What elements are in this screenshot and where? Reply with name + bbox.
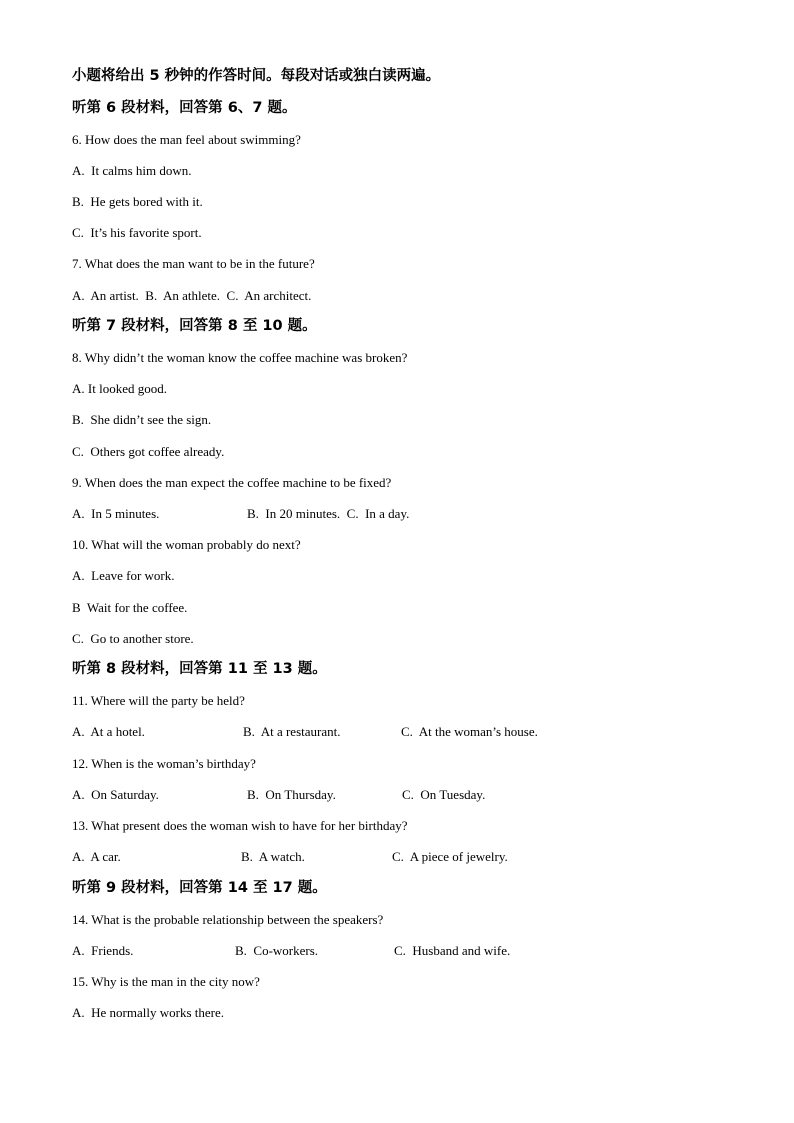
section-heading: 听第 6 段材料，回答第 6、7 题。	[72, 100, 297, 116]
option-11c: C. At the woman’s house.	[401, 724, 538, 739]
options-9bc: B. In 20 minutes. C. In a day.	[247, 506, 410, 521]
section-heading: 听第 7 段材料，回答第 8 至 10 题。	[72, 318, 317, 334]
option-6a: A. It calms him down.	[72, 163, 192, 178]
option-10c: C. Go to another store.	[72, 631, 194, 646]
options-7: A. An artist. B. An athlete. C. An architect.	[72, 288, 312, 303]
option-13a: A. A car.	[72, 849, 121, 864]
intro-line: 小题将给出 5 秒钟的作答时间。每段对话或独白读两遍。	[72, 68, 441, 84]
section-heading: 听第 8 段材料，回答第 11 至 13 题。	[72, 661, 327, 677]
option-14b: B. Co-workers.	[235, 943, 319, 958]
question-13: 13. What present does the woman wish to have for her birthday?	[72, 818, 408, 833]
option-15a: A. He normally works there.	[72, 1005, 224, 1020]
option-8a: A. It looked good.	[72, 381, 167, 396]
option-12a: A. On Saturday.	[72, 787, 159, 802]
option-12c: C. On Tuesday.	[402, 787, 486, 802]
section-heading: 听第 9 段材料，回答第 14 至 17 题。	[72, 880, 327, 896]
option-13b: B. A watch.	[241, 849, 305, 864]
option-8b: B. She didn’t see the sign.	[72, 412, 212, 427]
option-12b: B. On Thursday.	[247, 787, 336, 802]
option-13c: C. A piece of jewelry.	[392, 849, 508, 864]
question-12: 12. When is the woman’s birthday?	[72, 756, 256, 771]
question-11: 11. Where will the party be held?	[72, 693, 245, 708]
question-14: 14. What is the probable relationship between the speakers?	[72, 912, 384, 927]
question-10: 10. What will the woman probably do next?	[72, 537, 301, 552]
option-14a: A. Friends.	[72, 943, 134, 958]
option-6b: B. He gets bored with it.	[72, 194, 203, 209]
option-8c: C. Others got coffee already.	[72, 444, 225, 459]
question-15: 15. Why is the man in the city now?	[72, 974, 260, 989]
option-6c: C. It’s his favorite sport.	[72, 225, 202, 240]
option-10b: B Wait for the coffee.	[72, 600, 188, 615]
question-9: 9. When does the man expect the coffee machine to be fixed?	[72, 475, 392, 490]
question-8: 8. Why didn’t the woman know the coffee machine was broken?	[72, 350, 408, 365]
option-10a: A. Leave for work.	[72, 568, 175, 583]
option-11a: A. At a hotel.	[72, 724, 145, 739]
question-6: 6. How does the man feel about swimming?	[72, 132, 301, 147]
option-14c: C. Husband and wife.	[394, 943, 511, 958]
option-9a: A. In 5 minutes.	[72, 506, 160, 521]
question-7: 7. What does the man want to be in the future?	[72, 256, 315, 271]
option-11b: B. At a restaurant.	[243, 724, 341, 739]
